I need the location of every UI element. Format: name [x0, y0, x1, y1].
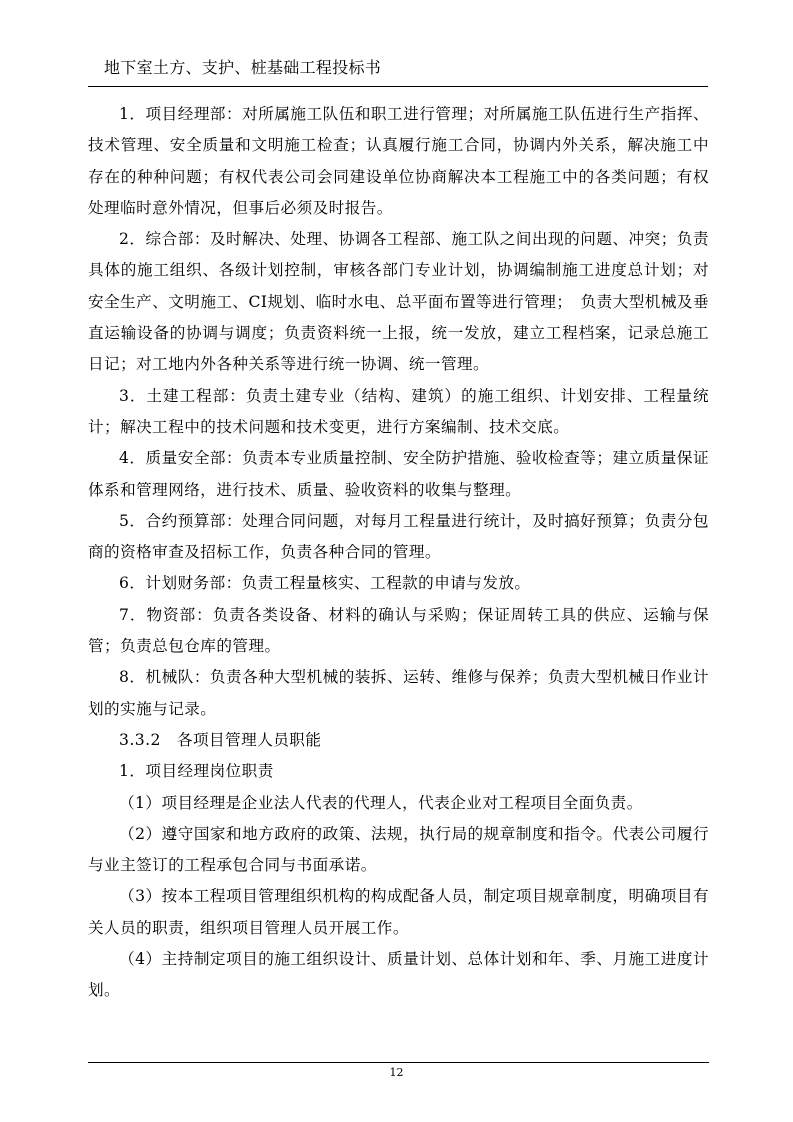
page-number: 12	[389, 1066, 404, 1079]
header-divider	[88, 86, 708, 87]
section-heading: 3.3.2 各项目管理人员职能	[119, 730, 322, 749]
paragraph-materials-dept: 7．物资部：负责各类设备、材料的确认与采购；保证周转工具的供应、运输与保管；负责总包仓库的管理。	[88, 605, 709, 656]
document-title: 地下室土方、支护、桩基础工程投标书	[104, 58, 382, 77]
paragraph-quality-safety-dept: 4．质量安全部：负责本专业质量控制、安全防护措施、验收检查等；建立质量保证体系和管理网络，进行技术、质量、验收资料的收集与整理。	[88, 449, 709, 499]
paragraph-general-dept: 2．综合部：及时解决、处理、协调各工程部、施工队之间出现的问题、冲突；负责具体的施工组织、各级计划控制，审核各部门专业计划，协调编制施工进度总计划；对安全生产、文明施工、CI规划、临时水电、总平面布置等进行管理； 负责大型机械及垂直运输设备的协调与调度；负责资料统一上报，统一发放，建立工程档案，记录总施工日记；对工地内外各种关系等进行统一协调、统一管理。	[88, 230, 709, 374]
duty-item-4: （4）主持制定项目的施工组织设计、质量计划、总体计划和年、季、月施工进度计划。	[88, 950, 709, 1000]
page-header	[88, 56, 708, 80]
footer-divider	[88, 1062, 709, 1063]
paragraph-planning-finance-dept: 6．计划财务部：负责工程量核实、工程款的申请与发放。	[119, 574, 531, 593]
subsection-heading: 1．项目经理岗位职责	[119, 762, 274, 781]
paragraph-machinery-team: 8．机械队：负责各种大型机械的装拆、运转、维修与保养；负责大型机械日作业计划的实施与记录。	[88, 668, 709, 718]
paragraph-contract-budget-dept: 5．合约预算部：处理合同问题，对每月工程量进行统计，及时搞好预算；负责分包商的资格审查及招标工作，负责各种合同的管理。	[88, 511, 709, 562]
duty-item-3: （3）按本工程项目管理组织机构的构成配备人员，制定项目规章制度，明确项目有关人员的职责，组织项目管理人员开展工作。	[88, 887, 709, 937]
paragraph-project-management-dept: 1．项目经理部：对所属施工队伍和职工进行管理；对所属施工队伍进行生产指挥、技术管理、安全质量和文明施工检查；认真履行施工合同，协调内外关系，解决施工中存在的种种问题；有权代表公司会同建设单位协商解决本工程施工中的各类问题；有权处理临时意外情况，但事后必须及时报告。	[88, 105, 709, 217]
paragraph-civil-engineering-dept: 3．土建工程部：负责土建专业（结构、建筑）的施工组织、计划安排、工程量统计；解决工程中的技术问题和技术变更，进行方案编制、技术交底。	[88, 386, 709, 436]
body-content	[88, 99, 709, 1007]
duty-item-2: （2）遵守国家和地方政府的政策、法规，执行局的规章制度和指令。代表公司履行与业主签订的工程承包合同与书面承诺。	[88, 824, 709, 875]
duty-item-1: （1）项目经理是企业法人代表的代理人，代表企业对工程项目全面负责。	[119, 793, 643, 812]
